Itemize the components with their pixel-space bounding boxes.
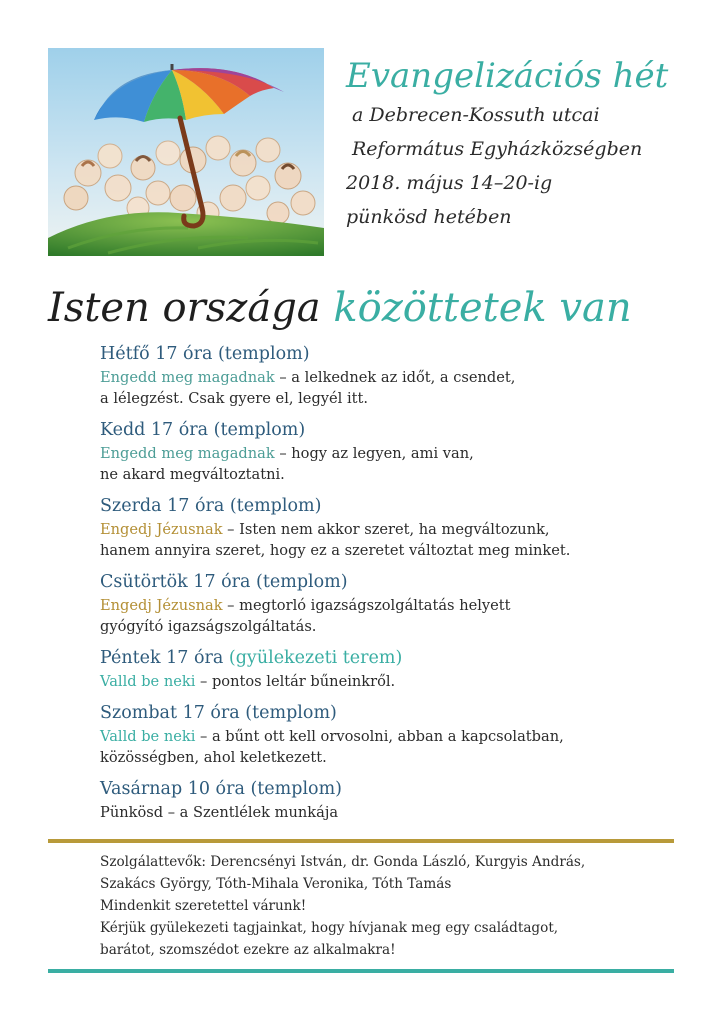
day-description [100,367,700,388]
event-header [346,54,706,234]
day-heading: Szombat 17 óra (templom) [100,703,337,723]
footer-notes [100,851,690,961]
schedule-tuesday [100,418,700,485]
day-text: – hogy az legyen, ami van, [274,445,474,462]
day-text: ne akard megváltoztatni. [100,466,285,483]
schedule-saturday [100,701,700,768]
day-description [100,671,700,692]
day-text: – a bűnt ott kell orvosolni, abban a kapcsolatban, [195,728,564,745]
servants-list-continued: Szakács György, Tóth-Mihala Veronika, Tóth Tamás [100,876,452,892]
day-description [100,595,700,616]
servants-list: Szolgálattevők: Derencsényi István, dr. Gonda László, Kurgyis András, [100,854,586,870]
day-heading: Kedd 17 óra (templom) [100,420,306,440]
main-headline [48,280,708,336]
headline-part-1: Isten országa [48,285,321,331]
day-heading: Szerda 17 óra (templom) [100,496,322,516]
invitation-request: Kérjük gyülekezeti tagjainkat, hogy hívjanak meg egy családtagot, [100,920,559,936]
event-occasion: pünkösd hetében [346,206,512,228]
day-time: Péntek 17 óra [100,648,224,668]
day-theme: Valld be neki [100,673,196,690]
gold-divider [48,839,674,843]
church-name: Református Egyházközségben [352,138,643,160]
schedule-monday [100,342,700,409]
day-description [100,443,700,464]
church-location: a Debrecen-Kossuth utcai [352,104,600,126]
day-text: – megtorló igazságszolgáltatás helyett [222,597,511,614]
day-text: hanem annyira szeret, hogy ez a szeretet változtat meg minket. [100,542,571,559]
event-dates: 2018. május 14–20-ig [346,172,553,194]
day-text: Pünkösd – a Szentlélek munkája [100,804,339,821]
day-location: (gyülekezeti terem) [223,648,403,668]
day-text: – pontos leltár bűneinkről. [195,673,396,690]
umbrella-illustration [48,48,324,256]
schedule-thursday [100,570,700,637]
day-heading: Vasárnap 10 óra (templom) [100,779,343,799]
day-heading: Csütörtök 17 óra (templom) [100,572,348,592]
weekly-schedule [100,342,700,832]
event-title: Evangelizációs hét [346,56,669,96]
schedule-wednesday [100,494,700,561]
schedule-friday [100,646,700,692]
headline-part-2: közöttetek van [333,285,632,331]
day-text: gyógyító igazságszolgáltatás. [100,618,317,635]
day-description [100,519,700,540]
day-theme: Valld be neki [100,728,196,745]
day-text: közösségben, ahol keletkezett. [100,749,327,766]
day-text: a lélegzést. Csak gyere el, legyél itt. [100,390,369,407]
day-theme: Engedd meg magadnak [100,445,275,462]
day-text: – Isten nem akkor szeret, ha megváltozunk, [222,521,550,538]
teal-divider [48,969,674,973]
welcome-message: Mindenkit szeretettel várunk! [100,898,307,914]
day-heading: Hétfő 17 óra (templom) [100,344,310,364]
day-description [100,726,700,747]
day-theme: Engedj Jézusnak [100,597,223,614]
day-text: – a lelkednek az időt, a csendet, [274,369,516,386]
schedule-sunday [100,777,700,823]
umbrella-painting-icon [48,48,324,256]
day-theme: Engedj Jézusnak [100,521,223,538]
day-theme: Engedd meg magadnak [100,369,275,386]
invitation-request-continued: barátot, szomszédot ezekre az alkalmakra! [100,942,396,958]
day-heading [100,646,700,671]
